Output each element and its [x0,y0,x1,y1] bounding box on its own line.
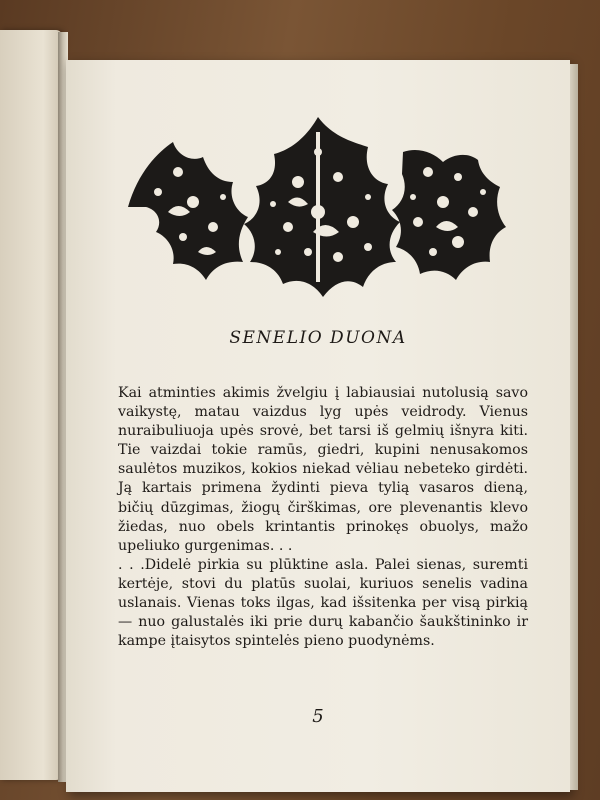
facing-page [0,30,62,780]
page-edge [570,64,578,790]
leaf-ornament-illustration [118,112,508,302]
page-title: SENELIO DUONA [229,328,407,348]
body-text [118,384,528,651]
right-leaf [392,150,506,280]
paragraph-2: . . .Didelė pirkia su plūktine asla. Palei sienas, suremti kertėje, stovi du platūs suolai, kuriuos senelis vadina uslanais. Vienas toks ilgas, kad išsitenka per visą pirkią — nuo galustalės iki prie durų kabančio šaukštininko ir kampe įtaisytos spintelės pieno puodynėms. [118,556,528,650]
page-number: 5 [312,706,324,727]
paragraph-1: Kai atminties akimis žvelgiu į labiausiai nutolusią savo vaikystę, matau vaizdus lyg upės veidrody. Vienus nuraibuliuoja upės srovė, bet tarsi iš gelmių išnyra kiti. Tie vaizdai tokie ramūs, giedri, kupini nenusakomos saulėtos muzikos, kokios niekad vėliau nebeteko girdėti. Ją kartais primena žydinti pieva tylią vasaros dieną, bičių dūzgimas, žiogų čirškimas, ore plevenantis klevo žiedas, nuo obels krintantis prinokęs obuolys, mažo upeliuko gurgenimas. . . [118,385,528,554]
